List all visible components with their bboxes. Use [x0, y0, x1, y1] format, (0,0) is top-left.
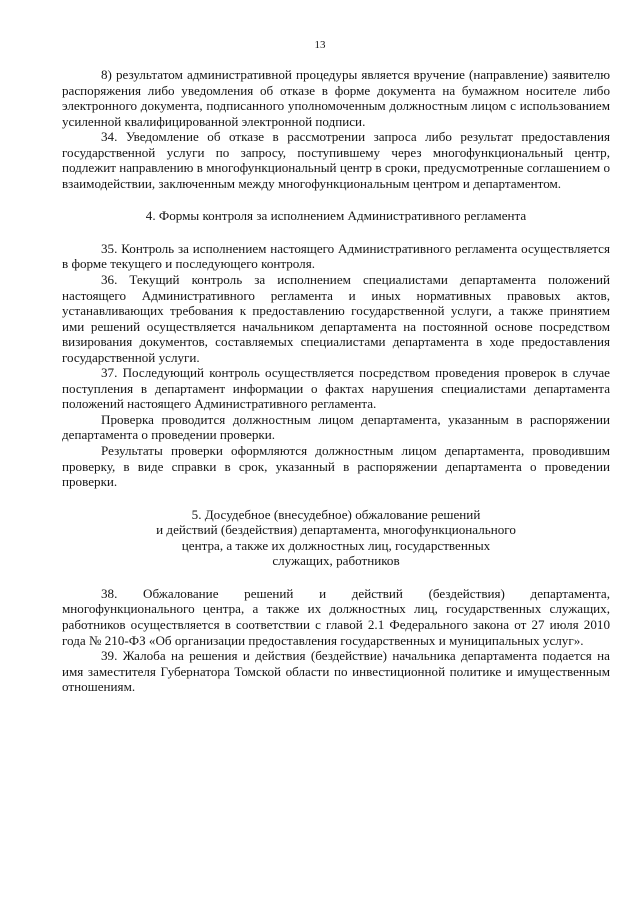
paragraph-37-inspection: Проверка проводится должностным лицом департамента, указанным в распоряжении департамента о проведении проверки.	[62, 411, 610, 443]
section-5-heading-line-2: и действий (бездействия) департамента, многофункционального	[156, 522, 516, 538]
section-5-heading-line-4: служащих, работников	[272, 553, 400, 569]
page-number: 13	[314, 39, 326, 51]
paragraph-36: 36. Текущий контроль за исполнением специалистами департамента положений настоящего Административного регламента и иных нормативных правовых актов, устанавливающих требования к предоставлению государственной услуги, а также принятием ими решений осуществляется начальником департамента на постоянной основе посредством визирования документов, составляемых специалистами департамента в ходе предоставления государственной услуги.	[62, 272, 610, 365]
document-body	[62, 67, 610, 695]
paragraph-8: 8) результатом административной процедуры является вручение (направление) заявителю распоряжения либо уведомления об отказе в форме документа на бумажном носителе либо электронного документа, подписанного уполномоченным должностным лицом с использованием усиленной квалифицированной электронной подписи.	[62, 67, 610, 129]
section-5-heading-line-1: 5. Досудебное (внесудебное) обжалование решений	[191, 506, 481, 522]
paragraph-37: 37. Последующий контроль осуществляется посредством проведения проверок в случае поступления в департамент информации о фактах нарушения специалистами департамента положений настоящего Административного регламента.	[62, 365, 610, 412]
paragraph-38: 38. Обжалование решений и действий (бездействия) департамента, многофункционального центра, а также их должностных лиц, государственных служащих, работников осуществляется в соответствии с главой 2.1 Федерального закона от 27 июля 2010 года № 210-ФЗ «Об организации предоставления государственных и муниципальных услуг».	[62, 585, 610, 648]
paragraph-39: 39. Жалоба на решения и действия (бездействие) начальника департамента подается на имя заместителя Губернатора Томской области по инвестиционной политике и имущественным отношениям.	[62, 648, 610, 695]
paragraph-37-results: Результаты проверки оформляются должностным лицом департамента, проводившим проверку, в виде справки в срок, указанный в распоряжении департамента о проведении проверки.	[62, 443, 610, 490]
section-5-heading-line-3: центра, а также их должностных лиц, государственных	[181, 537, 491, 553]
section-5-heading	[62, 507, 610, 569]
section-4-heading: 4. Формы контроля за исполнением Административного регламента	[145, 208, 527, 224]
paragraph-35: 35. Контроль за исполнением настоящего Административного регламента осуществляется в форме текущего и последующего контроля.	[62, 240, 610, 272]
paragraph-34: 34. Уведомление об отказе в рассмотрении запроса либо результат предоставления государственной услуги по запросу, поступившему через многофункциональный центр, подлежит направлению в многофункциональный центр в сроки, предусмотренные соглашением о взаимодействии, заключенным между многофункциональным центром и департаментом.	[62, 129, 610, 191]
